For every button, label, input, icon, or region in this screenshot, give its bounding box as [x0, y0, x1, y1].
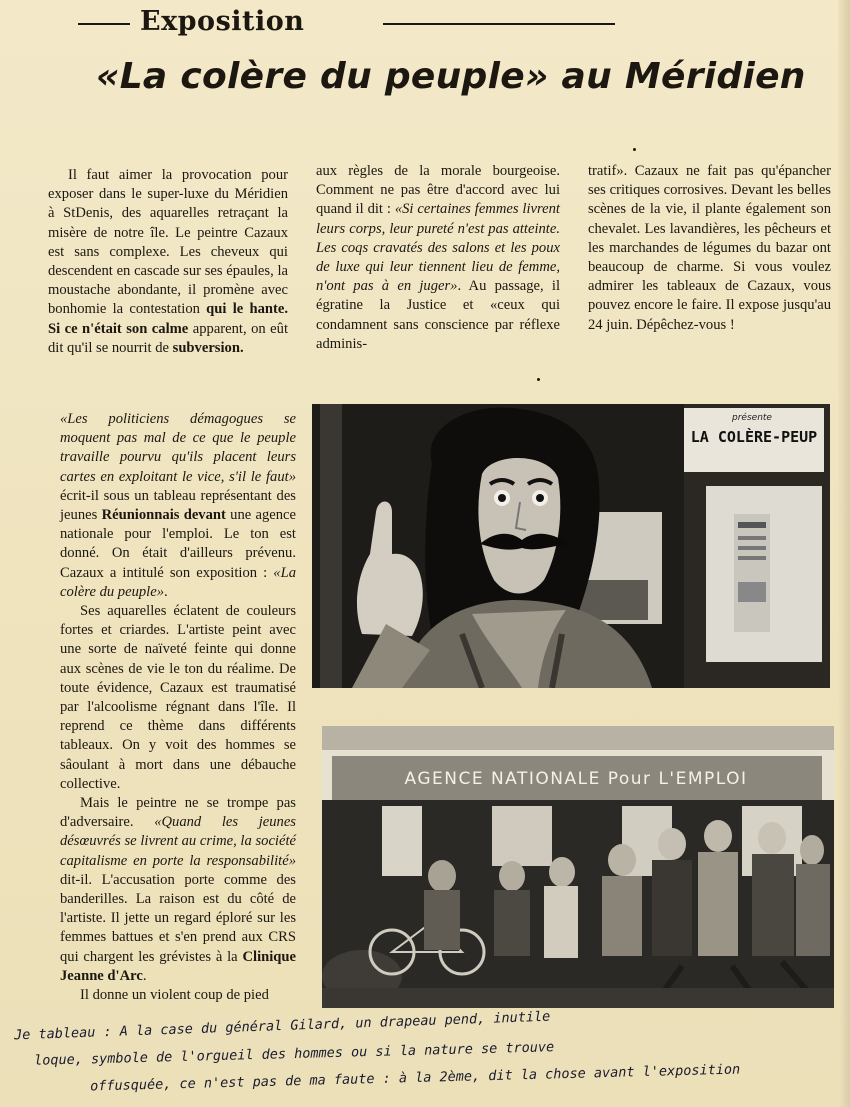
text-run: subversion. — [172, 339, 244, 356]
note-line-1: Je tableau : A la case du général Gilard, un drapeau pend, inutile — [13, 1008, 551, 1044]
text-run: Réunionnais devant — [101, 507, 226, 524]
print-speck — [633, 148, 636, 151]
text-run: . — [164, 583, 168, 600]
text-run: Clinique Jeanne d'Arc — [60, 948, 296, 984]
text-run: Ses aquarelles éclatent de couleurs fortes et criardes. L'artiste peint avec une sorte de naïveté feinte qui donne aux scènes de vie le ton du réalime. De toute évidence, Cazaux est traumatisé par l'alcoolisme régnant dans l'île. Il reprend ce thème dans différents tableaux. On y voit des hommes se sâoulant à mort dans une débauche collective. — [60, 603, 296, 792]
text-run: apparent, on eût dit qu'il se nourrit de — [48, 320, 288, 356]
article-column-1 — [48, 166, 288, 358]
text-run: écrit-il sous un tableau représentant des jeunes — [60, 487, 296, 524]
exhibition-painting — [322, 726, 834, 1008]
agency-banner-text: AGENCE NATIONALE Pour L'EMPLOI — [404, 769, 748, 789]
text-run: Mais le peintre ne se trompe pas d'adversaire. — [60, 795, 296, 831]
paragraph — [60, 410, 296, 602]
article-column-3 — [588, 162, 831, 335]
print-speck — [537, 378, 540, 381]
text-run: . — [142, 967, 147, 984]
page-edge-shadow — [838, 0, 850, 1107]
paragraph — [60, 794, 296, 986]
text-run: «Quand les jeunes désœuvrés se livrent au crime, la société capitalisme en porte la responsabilité» — [60, 814, 296, 869]
paragraph — [60, 602, 296, 794]
rubric-rule-right — [383, 23, 615, 25]
text-run: «Les politiciens démagogues se moquent pas mal de ce que le peuple travaille pourvu qu'ils placent leurs cartes en exploitant le vice, s'il le faut» — [60, 411, 296, 485]
note-line-2: loque, symbole de l'orgueil des hommes ou si la nature se trouve — [33, 1039, 555, 1069]
section-rubric — [78, 6, 548, 40]
poster-subtitle: présente — [732, 413, 772, 423]
artist-photo-image — [312, 404, 830, 688]
rubric-rule-left — [78, 23, 130, 25]
text-run: «La colère du peuple» — [60, 564, 296, 600]
handwritten-note — [8, 1008, 838, 1095]
painting-image — [322, 726, 834, 1008]
article-column-4 — [60, 410, 296, 1005]
text-run: «Si certaines femmes livrent leurs corps, leur pureté n'est pas atteinte. Les coqs cravatés des salons et les poux de luxe qui leur tiennent lieu de femme, n'ont pas à en juger» — [316, 201, 560, 295]
artist-photo — [312, 404, 830, 688]
poster-title: LA COLÈRE-PEUP — [690, 428, 818, 446]
text-run: Il donne un violent coup de pied — [80, 987, 269, 1004]
text-run: qui le hante. Si ce n'était son calme — [48, 301, 288, 337]
text-run: une agence nationale pour l'emploi. Le ton est donné. On était d'ailleurs prévenu. Cazaux a intitulé son exposition : — [60, 507, 296, 581]
paragraph — [60, 986, 296, 1005]
rubric-label: Exposition — [140, 6, 305, 37]
text-run: Il faut aimer la provocation pour exposer dans le super-luxe du Méridien à StDenis, des aquarelles retraçant la misère de notre île. Le peintre Cazaux est sans complexe. Les cheveux qui descendent en cascade sur ses épaules, la moustache abondante, il promène avec bonhomie la contestation — [48, 167, 288, 318]
text-run: . Au passage, il égratine la Justice et «ceux qui condamnent sans conscience par réflexe adminis- — [316, 278, 560, 352]
article-column-2 — [316, 162, 560, 354]
article-headline: «La colère du peuple» au Méridien — [96, 56, 806, 97]
text-run: tratif». Cazaux ne fait pas qu'épancher ses critiques corrosives. Devant les belles scènes de la vie, il plante également son chevalet. Les lavandières, les pêcheurs et les marchandes de légumes du bazar ont beaucoup de charme. Si vous voulez admirer les tableaux de Cazaux, vous pouvez encore le faire. Il expose jusqu'au 24 juin. Dépêchez-vous ! — [588, 163, 831, 333]
text-run: dit-il. L'accusation porte comme des banderilles. La raison est du côté de l'artiste. Il jette un regard éploré sur les femmes battues et s'en prend aux CRS qui chargent les grévistes à la — [60, 871, 296, 965]
text-run: aux règles de la morale bourgeoise. Comment ne pas être d'accord avec lui quand il dit : — [316, 163, 560, 218]
note-line-3: offusquée, ce n'est pas de ma faute : à la 2ème, dit la chose avant l'exposition — [89, 1061, 741, 1095]
